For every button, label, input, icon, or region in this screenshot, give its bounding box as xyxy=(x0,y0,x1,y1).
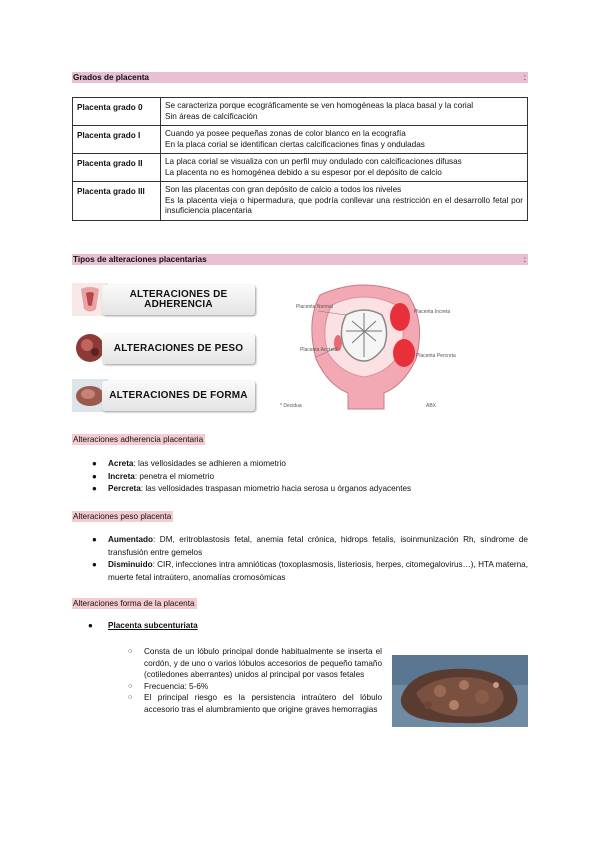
heading-adherencia: Alteraciones adherencia placentaria xyxy=(73,435,204,444)
grade-label: Placenta grado III xyxy=(73,182,161,221)
grade-description: Cuando ya posee pequeñas zonas de color blanco en la ecografía En la placa corial se identifican ciertas calcificaciones finas y onduladas xyxy=(161,126,528,154)
adherencia-list xyxy=(92,458,528,496)
list-item: ● Acreta: las vellosidades se adhieren a miometrio xyxy=(92,459,286,468)
list-item: ● Increta: penetra el miometrio xyxy=(92,471,215,481)
subheading-subcenturiata: ● Placenta subcenturiata xyxy=(88,621,198,630)
label-placenta-accreta: Placenta Accreta xyxy=(300,347,338,353)
section-title: Grados de placenta xyxy=(73,73,149,82)
grade-description: Son las placentas con gran depósito de calcio a todos los niveles Es la placenta vieja o hipermadura, que podría conllevar una restricción en el desarrollo fetal por insuficiencia placentaria xyxy=(161,182,528,221)
grade-description: Se caracteriza porque ecográficamente se ven homogéneas la placa basal y la corial Sin áreas de calcificación xyxy=(161,98,528,126)
table-row xyxy=(73,154,528,182)
table-row xyxy=(73,126,528,154)
label-placenta-normal: Placenta Normal xyxy=(296,304,333,310)
label-placenta-percreta: Placenta Percreta xyxy=(416,353,456,359)
alteraciones-adherencia-label: ALTERACIONES DE ADHERENCIA xyxy=(102,285,255,315)
section-band-grados: Grados de placenta : xyxy=(73,73,526,82)
heading-peso: Alteraciones peso placenta xyxy=(73,512,172,521)
list-item: ● Disminuido: CIR, infecciones intra amnióticas (toxoplasmosis, listeriosis, herpes, citomegalovirus…), HTA materna, muerte fetal intraútero, anomalías cromosómicas xyxy=(92,560,528,582)
label-placenta-increta: Placenta Increta xyxy=(414,309,451,315)
list-item: ○ Frecuencia: 5-6% xyxy=(128,681,209,691)
list-item: ○ Consta de un lóbulo principal donde habitualmente se inserta el cordón, y de uno o varios lóbulos accesorios de pequeño tamaño (cotiledones aberrantes) unidos al principal por vasos fetales xyxy=(128,647,382,679)
placenta-adherence-diagram xyxy=(276,281,456,417)
section-title: Tipos de alteraciones placentarias xyxy=(73,255,207,264)
label-decidua: * Decidua xyxy=(280,403,302,409)
alteraciones-forma-label: ALTERACIONES DE FORMA xyxy=(102,381,255,411)
section-band-tipos: Tipos de alteraciones placentarias : xyxy=(73,255,526,264)
grade-label: Placenta grado 0 xyxy=(73,98,161,126)
alteraciones-peso-label: ALTERACIONES DE PESO xyxy=(102,334,255,364)
label-credit: ABX xyxy=(426,403,437,409)
alteraciones-adherencia-card xyxy=(72,283,255,316)
placenta-subcenturiata-photo xyxy=(392,655,528,727)
peso-list xyxy=(92,534,528,584)
grade-label: Placenta grado I xyxy=(73,126,161,154)
alteraciones-peso-card xyxy=(72,332,255,365)
grade-description: La placa corial se visualiza con un perfil muy ondulado con calcificaciones difusas La placenta no es homogénea debido a su espesor por el depósito de calcio xyxy=(161,154,528,182)
table-row xyxy=(73,98,528,126)
list-item: ● Aumentado: DM, eritroblastosis fetal, anemia fetal crónica, hidrops fetalis, isoinmunización Rh, síndrome de transfusión entre gemelos xyxy=(92,535,528,557)
list-item: ● Percreta: las vellosidades traspasan miometrio hacia serosa u órganos adyacentes xyxy=(92,484,412,493)
table-row xyxy=(73,182,528,221)
alteraciones-forma-card xyxy=(72,379,255,412)
list-item: ○ El principal riesgo es la persistencia intraútero del lóbulo accesorio tras el alumbramiento que origine graves hemorragias xyxy=(128,693,382,714)
subcenturiata-list xyxy=(128,646,382,715)
heading-forma: Alteraciones forma de la placenta xyxy=(73,599,195,608)
grades-table xyxy=(72,97,528,221)
grade-label: Placenta grado II xyxy=(73,154,161,182)
